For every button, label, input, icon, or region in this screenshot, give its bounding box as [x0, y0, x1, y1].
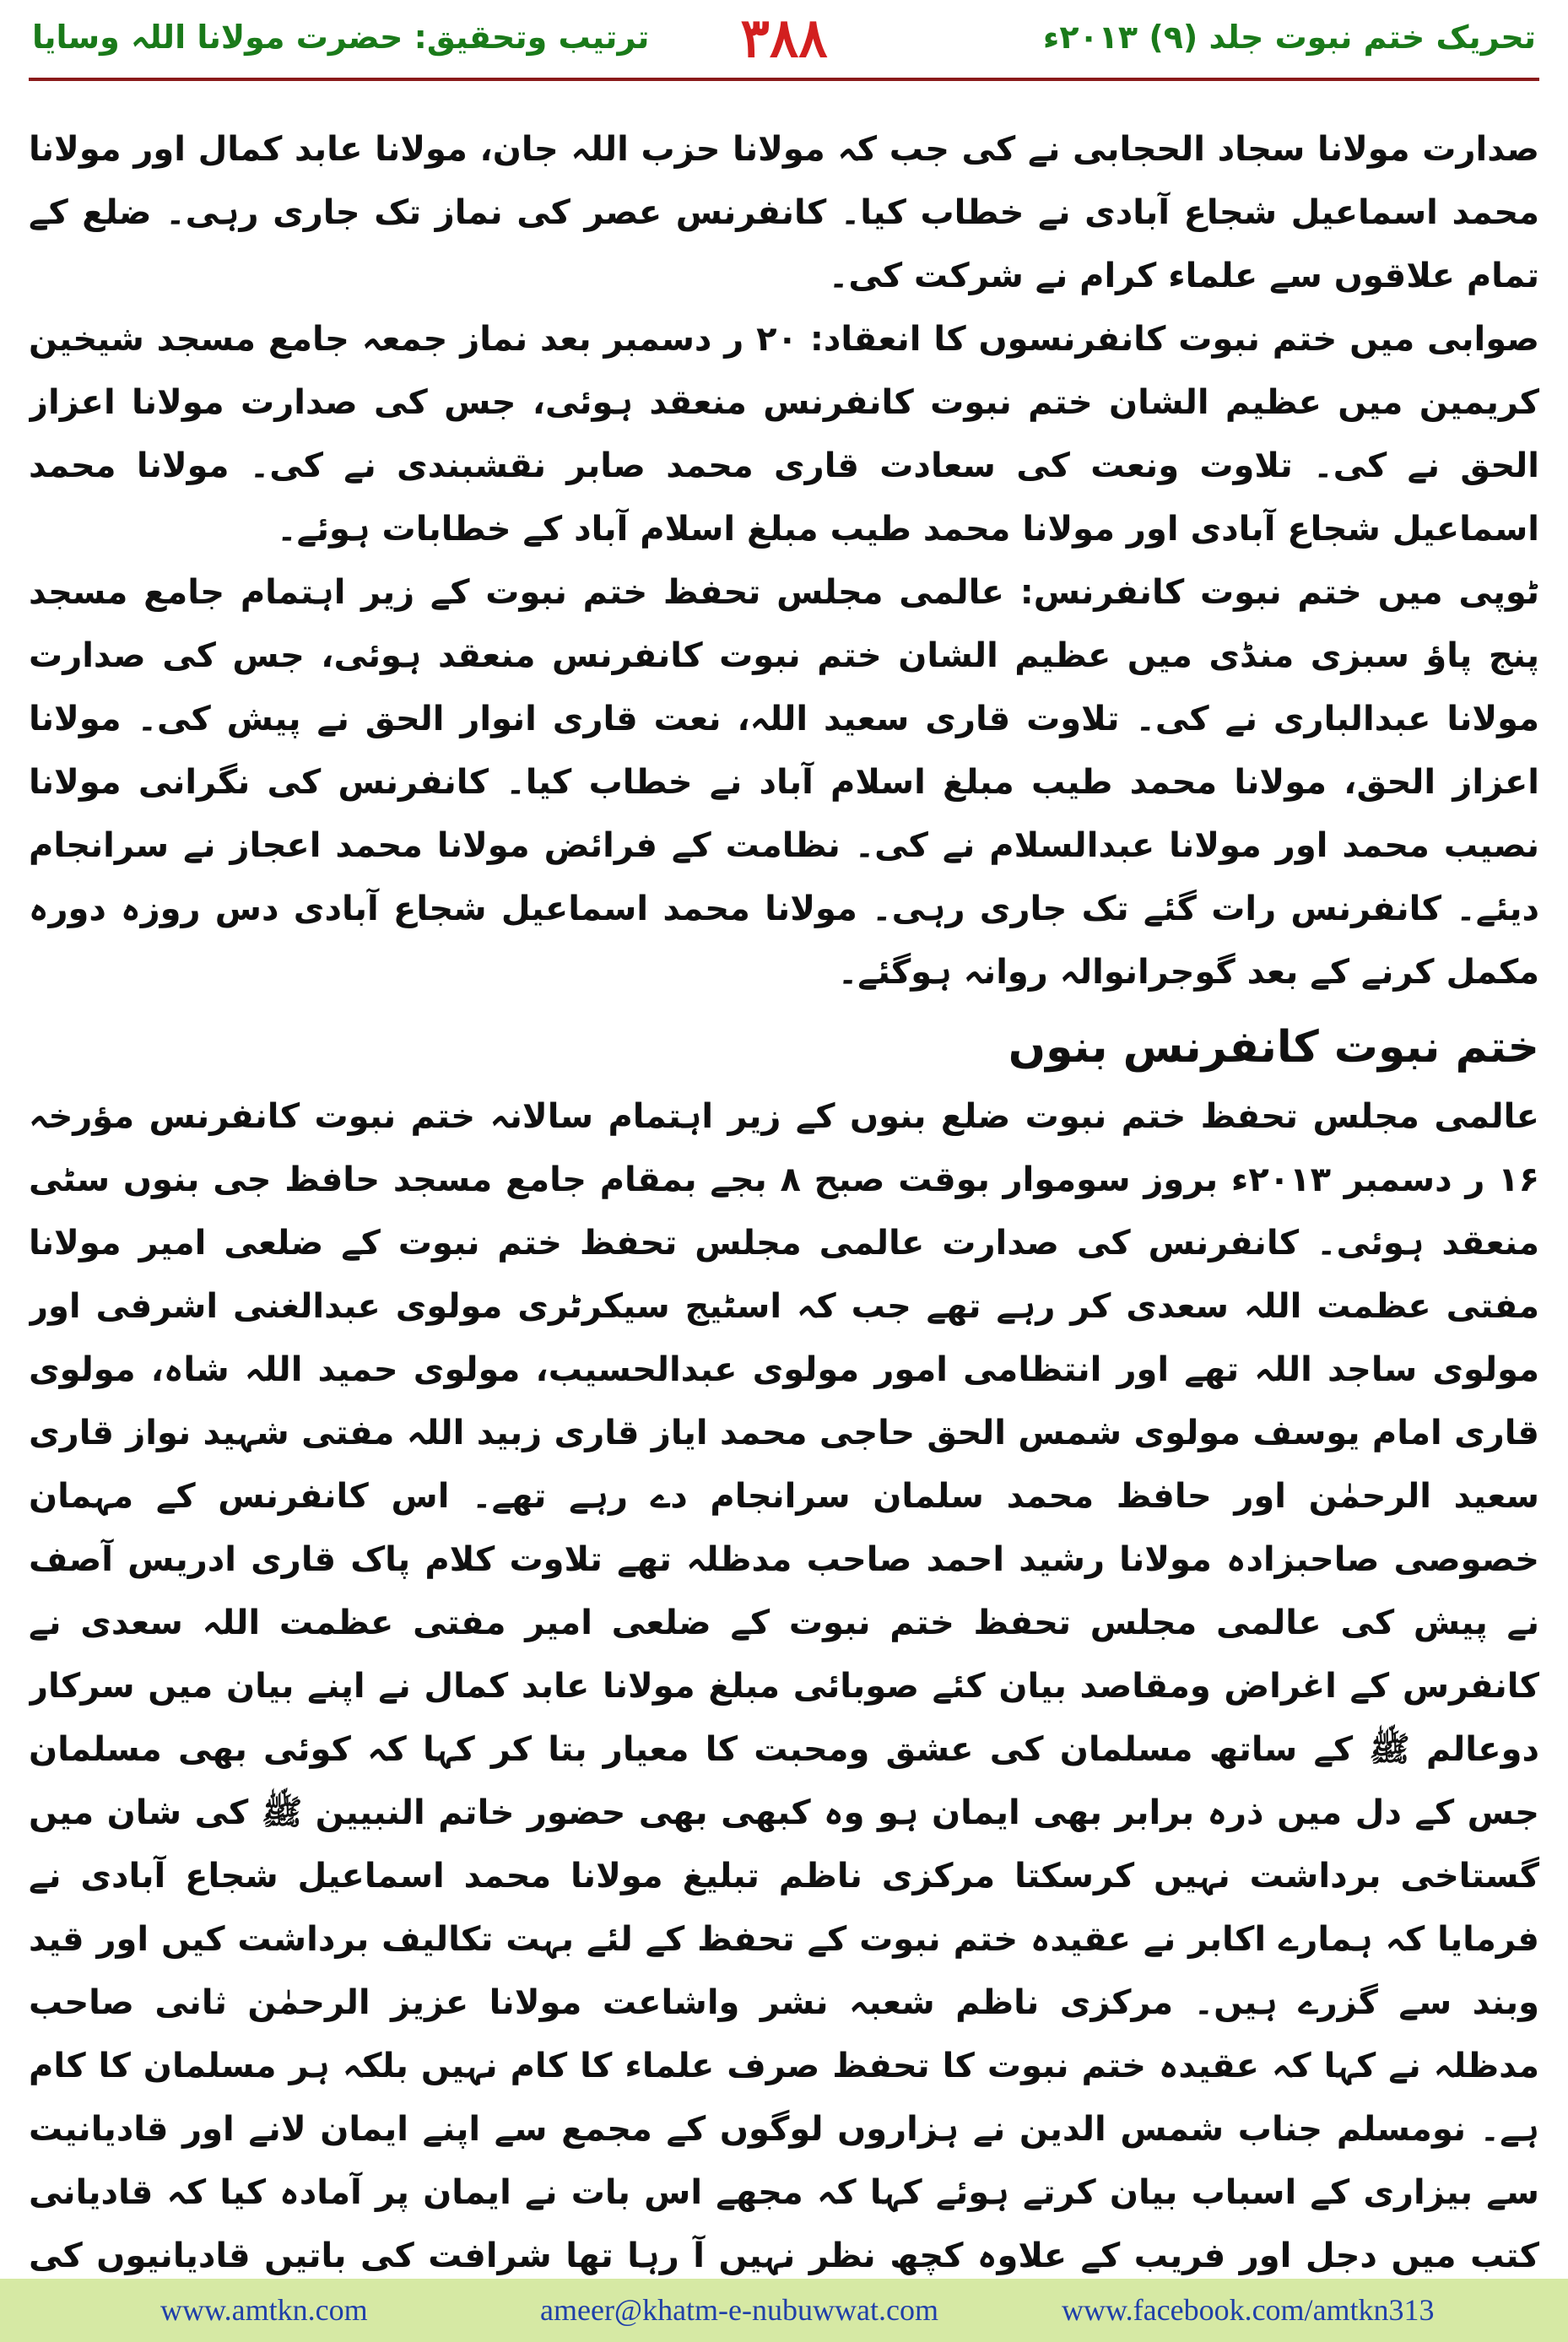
header-book-title: تحریک ختم نبوت جلد (۹) ۲۰۱۳ء — [1042, 19, 1536, 56]
page-header — [0, 0, 1568, 84]
website-link[interactable]: www.amtkn.com — [160, 2293, 368, 2327]
facebook-link[interactable]: www.facebook.com/amtkn313 — [1062, 2293, 1435, 2327]
email-link[interactable]: ameer@khatm-e-nubuwwat.com — [540, 2293, 938, 2327]
header-compiler-credit: ترتیب وتحقیق: حضرت مولانا اللہ وسایا — [32, 19, 650, 56]
paragraph: ٹوپی میں ختم نبوت کانفرنس: عالمی مجلس تحفظ ختم نبوت کے زیر اہتمام جامع مسجد پنج پاؤ سبزی منڈی میں عظیم الشان ختم نبوت کانفرنس منعقد ہوئی، جس کی صدارت مولانا عبدالباری نے کی۔ تلاوت قاری سعید اللہ، نعت قاری انوار الحق نے پیش کی۔ مولانا اعزاز الحق، مولانا محمد طیب مبلغ اسلام آباد نے خطاب کیا۔ کانفرنس کی نگرانی مولانا نصیب محمد اور مولانا عبدالسلام نے کی۔ نظامت کے فرائض مولانا محمد اعجاز نے سرانجام دیئے۔ کانفرنس رات گئے تک جاری رہی۔ مولانا محمد اسماعیل شجاع آبادی دس روزہ دورہ مکمل کرنے کے بعد گوجرانوالہ روانہ ہوگئے۔ — [29, 573, 1539, 992]
section-heading: ختم نبوت کانفرنس بنوں — [1008, 1022, 1539, 1073]
page-footer — [0, 2279, 1568, 2342]
paragraph: صوابی میں ختم نبوت کانفرنسوں کا انعقاد: ۲۰ ر دسمبر بعد نماز جمعہ جامع مسجد شیخین کریمین میں عظیم الشان ختم نبوت کانفرنس منعقد ہوئی، جس کی صدارت مولانا اعزاز الحق نے کی۔ تلاوت ونعت کی سعادت قاری محمد صابر نقشبندی نے کی۔ مولانا محمد اسماعیل شجاع آبادی اور مولانا محمد طیب مبلغ اسلام آباد کے خطابات ہوئے۔ — [29, 320, 1539, 549]
paragraph: صدارت مولانا سجاد الحجابی نے کی جب کہ مولانا حزب اللہ جان، مولانا عابد کمال اور مولانا محمد اسماعیل شجاع آبادی نے خطاب کیا۔ کانفرنس عصر کی نماز تک جاری رہی۔ ضلع کے تمام علاقوں سے علماء کرام نے شرکت کی۔ — [29, 130, 1539, 295]
page-body — [29, 118, 1539, 2279]
section-paragraph: عالمی مجلس تحفظ ختم نبوت ضلع بنوں کے زیر اہتمام سالانہ ختم نبوت کانفرنس مؤرخہ ۱۶ ر دسمبر ۲۰۱۳ء بروز سوموار بوقت صبح ۸ بجے بمقام جامع مسجد حافظ جی بنوں سٹی منعقد ہوئی۔ کانفرنس کی صدارت عالمی مجلس تحفظ ختم نبوت کے ضلعی امیر مولانا مفتی عظمت اللہ سعدی کر رہے تھے جب کہ اسٹیج سیکرٹری مولوی عبدالغنی اشرفی اور مولوی ساجد اللہ تھے اور انتظامی امور مولوی عبدالحسیب، مولوی حمید اللہ شاہ، مولوی قاری امام یوسف مولوی شمس الحق حاجی محمد ایاز قاری زبید اللہ مفتی شہید نواز قاری سعید الرحمٰن اور حافظ محمد سلمان سرانجام دے رہے تھے۔ اس کانفرنس کے مہمان خصوصی صاحبزادہ مولانا رشید احمد صاحب مدظلہ تھے تلاوت کلام پاک قاری ادریس آصف نے پیش کی عالمی مجلس تحفظ ختم نبوت کے ضلعی امیر مفتی عظمت اللہ سعدی نے کانفرس کے اغراض ومقاصد بیان کئے صوبائی مبلغ مولانا عابد کمال نے اپنے بیان میں سرکار دوعالم ﷺ کے ساتھ مسلمان کی عشق ومحبت کا معیار بتا کر کہا کہ کوئی بھی مسلمان جس کے دل میں ذرہ برابر بھی ایمان ہو وہ کبھی بھی حضور خاتم النبیین ﷺ کی شان میں گستاخی برداشت نہیں کرسکتا مرکزی ناظم تبلیغ مولانا محمد اسماعیل شجاع آبادی نے فرمایا کہ ہمارے اکابر نے عقیدہ ختم نبوت کے تحفظ کے لئے بہت تکالیف برداشت کیں اور قید وبند سے گزرے ہیں۔ مرکزی ناظم شعبہ نشر واشاعت مولانا عزیز الرحمٰن ثانی صاحب مدظلہ نے کہا کہ عقیدہ ختم نبوت کا تحفظ صرف علماء کا کام نہیں بلکہ ہر مسلمان کا کام ہے۔ نومسلم جناب شمس الدین نے ہزاروں لوگوں کے مجمع سے اپنے ایمان لانے اور قادیانیت سے بیزاری کے اسباب بیان کرتے ہوئے کہا کہ مجھے اس بات نے ایمان پر آمادہ کیا کہ قادیانی کتب میں دجل اور فریب کے علاوہ کچھ نظر نہیں آ رہا تھا شرافت کی باتیں قادیانیوں کی — [29, 1097, 1539, 2275]
page-number: ۳۸۸ — [740, 7, 828, 70]
header-divider — [29, 78, 1539, 81]
